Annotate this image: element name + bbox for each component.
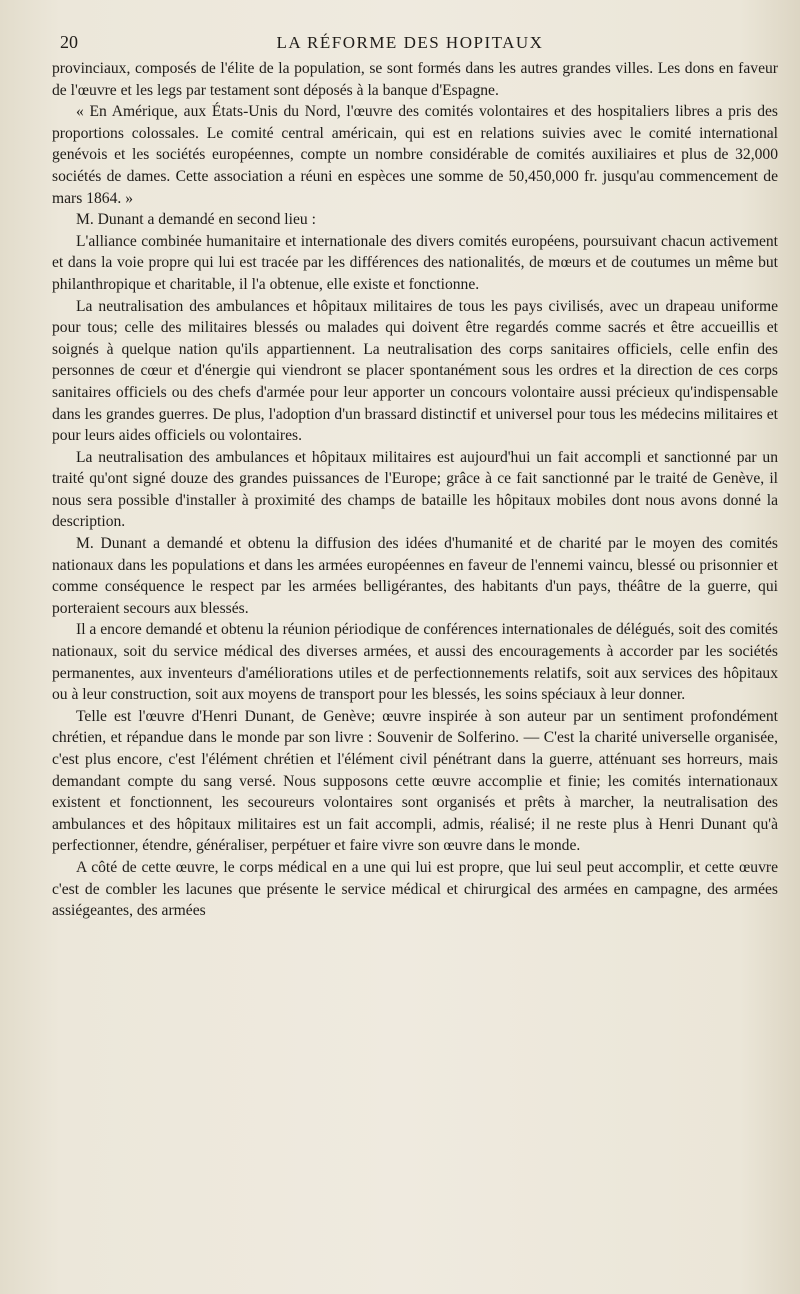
paragraph: M. Dunant a demandé et obtenu la diffusion des idées d'humanité et de charité par le moyen des comités nationaux dans les populations et dans les armées européennes en faveur de l'ennemi vaincu, blessé ou prisonnier et comme conséquence le respect par les armées belligérantes, des habitants d'un pays, théâtre de la guerre, qui porteraient secours aux blessés. xyxy=(52,535,778,617)
running-title: LA RÉFORME DES HOPITAUX xyxy=(276,33,544,52)
page-header xyxy=(60,32,760,56)
paragraph: « En Amérique, aux États-Unis du Nord, l'œuvre des comités volontaires et des hospitaliers libres a pris des proportions colossales. Le comité central américain, qui est en relations suivies avec le comité international genévois et les sociétés européennes, compte un nombre considérable de comités auxiliaires et plus de 32,000 sociétés de dames. Cette association a réuni en espèces une somme de 50,450,000 fr. jusqu'au commencement de mars 1864. » xyxy=(52,103,778,207)
body-text xyxy=(52,58,778,922)
paragraph: M. Dunant a demandé en second lieu : xyxy=(76,211,316,229)
page-number: 20 xyxy=(60,32,78,52)
paragraph: A côté de cette œuvre, le corps médical en a une qui lui est propre, que lui seul peut accomplir, et cette œuvre c'est de combler les lacunes que présente le service médical et chirurgical des armées en campagne, des armées assiégeantes, des armées xyxy=(52,858,778,920)
paragraph: Il a encore demandé et obtenu la réunion périodique de conférences internationales de délégués, soit des comités nationaux, soit du service médical des diverses armées, et aussi des encouragements à accorder par les sociétés permanentes, aux inventeurs d'améliorations utiles et de perfectionnements relatifs, soit aux services des hôpitaux ou à leur construction, soit aux moyens de transport pour les blessés, les soins spéciaux à leur donner. xyxy=(52,621,778,704)
paragraph: Telle est l'œuvre d'Henri Dunant, de Genève; œuvre inspirée à son auteur par un sentiment profondément chrétien, et répandue dans le monde par son livre : Souvenir de Solferino. — C'est la charité universelle organisée, c'est plus encore, c'est l'élément chrétien et l'élément civil pénétrant dans la guerre, atténuant ses horreurs, mais demandant compte du sang versé. Nous supposons cette œuvre accomplie et finie; les comités internationaux existent et fonctionnent, les secoureurs volontaires sont organisés et prêts à marcher, la neutralisation des ambulances et des hôpitaux militaires est un fait accompli, admis, réalisé; il ne reste plus à Henri Dunant qu'à perfectionner, étendre, généraliser, perpétuer et faire vivre son œuvre dans le monde. xyxy=(52,707,778,855)
paragraph: La neutralisation des ambulances et hôpitaux militaires est aujourd'hui un fait accompli et sanctionné par un traité qu'ont signé douze des grandes puissances de l'Europe; grâce à ce fait sanctionné par le traité de Genève, il nous sera possible d'installer à proximité des champs de bataille les hôpitaux mobiles dont nous avons donné la description. xyxy=(52,448,778,531)
paragraph: L'alliance combinée humanitaire et internationale des divers comités européens, poursuivant chacun activement et dans la voie propre qui lui est tracée par les différences des nationalités, de mœurs et de coutumes un même but philanthropique et charitable, il l'a obtenue, elle existe et fonctionne. xyxy=(52,232,778,293)
paragraph: provinciaux, composés de l'élite de la population, se sont formés dans les autres grandes villes. Les dons en faveur de l'œuvre et les legs par testament sont déposés à la banque d'Espagne. xyxy=(52,60,778,99)
paragraph: La neutralisation des ambulances et hôpitaux militaires de tous les pays civilisés, avec un drapeau uniforme pour tous; celle des militaires blessés ou malades qui doivent être regardés comme sacrés et être accueillis et soignés à quelque nation qu'ils appartiennent. La neutralisation des corps sanitaires officiels, celle enfin des personnes de cœur et d'énergie qui viendront se placer spontanément sous les ordres et la direction de ces corps sanitaires officiels ou des chefs d'armée pour leur apporter un concours volontaire aussi précieux qu'indispensable dans les grandes guerres. De plus, l'adoption d'un brassard distinctif et universel pour tous les médecins militaires et pour leurs aides officiels ou volontaires. xyxy=(52,297,778,445)
